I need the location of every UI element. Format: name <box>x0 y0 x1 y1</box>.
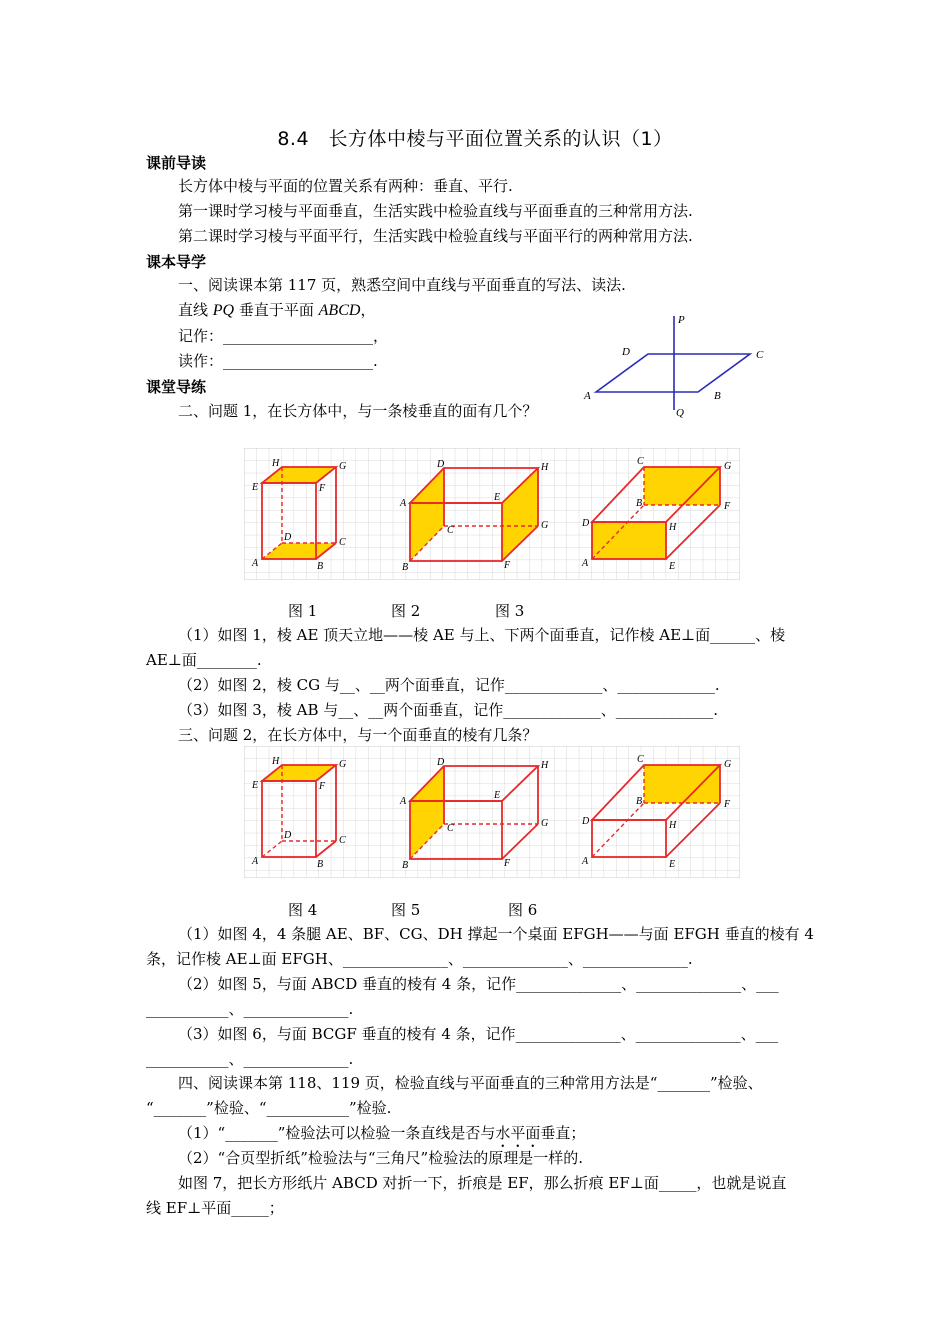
plane-line-diagram <box>578 308 778 426</box>
q3-line1b: “_______”检验、“___________”检验. <box>146 1099 392 1117</box>
svg-text:A: A <box>400 498 407 509</box>
svg-text:C: C <box>339 835 346 846</box>
svg-text:F: F <box>724 799 731 810</box>
q2-line1a: （1）如图 4，4 条腿 AE、BF、CG、DH 撑起一个桌面 EFGH——与面 EFGH 垂直的棱有 4 <box>178 925 814 943</box>
q1-line3: （3）如图 3，棱 AB 与__、__两个面垂直，记作_____________、_____________. <box>178 701 719 719</box>
svg-text:G: G <box>541 520 549 531</box>
figures-row-2 <box>244 746 740 878</box>
svg-text:C: C <box>637 456 644 467</box>
svg-text:F: F <box>504 858 511 869</box>
svg-text:E: E <box>494 492 501 503</box>
svg-text:G: G <box>541 818 549 829</box>
svg-text:A: A <box>582 558 589 569</box>
svg-text:F: F <box>319 781 326 792</box>
svg-text:B: B <box>402 860 409 871</box>
caption-fig-6: 图 6 <box>508 901 538 919</box>
textbook-p1: 一、阅读课本第 117 页，熟悉空间中直线与平面垂直的写法、读法. <box>178 276 626 294</box>
caption-fig-1: 图 1 <box>288 602 318 620</box>
svg-text:C: C <box>339 537 346 548</box>
section-pre-read: 课前导读 <box>146 154 207 172</box>
textbook-write-blank: 记作：____________________， <box>178 327 389 345</box>
section-textbook: 课本导学 <box>146 253 207 271</box>
caption-fig-5: 图 5 <box>391 901 421 919</box>
svg-text:G: G <box>339 461 347 472</box>
q3-line1a: 四、阅读课本第 118、119 页，检验直线与平面垂直的三种常用方法是“_______”检验、 <box>178 1074 763 1092</box>
svg-text:A: A <box>582 856 589 867</box>
q1-line1b: AE⊥面________. <box>146 651 262 669</box>
label-B: B <box>714 390 721 402</box>
svg-text:A: A <box>252 558 259 569</box>
pre-read-p1: 长方体中棱与平面的位置关系有两种：垂直、平行. <box>178 177 513 195</box>
svg-text:G: G <box>724 461 732 472</box>
svg-text:B: B <box>317 561 324 572</box>
label-Q: Q <box>676 407 684 419</box>
svg-text:C: C <box>447 823 454 834</box>
svg-text:E: E <box>669 561 676 572</box>
plane-abcd <box>596 354 750 392</box>
figures-row-1 <box>244 448 740 580</box>
caption-fig-3: 图 3 <box>495 602 525 620</box>
svg-text:D: D <box>437 757 445 768</box>
svg-text:H: H <box>669 522 677 533</box>
textbook-line-statement: 直线 PQ 垂直于平面 ABCD， <box>178 301 376 319</box>
q1-line2: （2）如图 2，棱 CG 与__、__两个面垂直，记作_____________、_____________. <box>178 676 720 694</box>
q2-line2b: ___________、______________. <box>146 1000 354 1018</box>
svg-text:B: B <box>636 498 643 509</box>
svg-text:H: H <box>541 760 549 771</box>
svg-text:B: B <box>402 562 409 573</box>
label-D: D <box>622 346 630 358</box>
svg-text:F: F <box>319 483 326 494</box>
svg-text:F: F <box>504 560 511 571</box>
svg-text:C: C <box>447 525 454 536</box>
svg-text:A: A <box>400 796 407 807</box>
emphasis-horizontal-plane: 水平面 <box>495 1124 541 1142</box>
svg-text:F: F <box>724 501 731 512</box>
page-title: 8.4 长方体中棱与平面位置关系的认识（1） <box>277 128 673 150</box>
svg-text:G: G <box>724 759 732 770</box>
q2-line1b: 条，记作棱 AE⊥面 EFGH、______________、______________、______________. <box>146 950 693 968</box>
svg-text:H: H <box>669 820 677 831</box>
caption-fig-2: 图 2 <box>391 602 421 620</box>
label-A: A <box>584 390 591 402</box>
q3-line4a: 如图 7，把长方形纸片 ABCD 对折一下，折痕是 EF，那么折痕 EF⊥面_____，也就是说直 <box>178 1174 787 1192</box>
svg-text:D: D <box>582 518 590 529</box>
q2-line3a: （3）如图 6，与面 BCGF 垂直的棱有 4 条，记作______________、______________、___ <box>178 1025 779 1043</box>
svg-text:G: G <box>339 759 347 770</box>
q3-line3: （2）“合页型折纸”检验法与“三角尺”检验法的原理是一样的. <box>178 1149 583 1167</box>
q3-line4b: 线 EF⊥平面_____； <box>146 1199 284 1217</box>
section-practice: 课堂导练 <box>146 378 207 396</box>
svg-text:B: B <box>636 796 643 807</box>
svg-text:H: H <box>272 756 280 767</box>
svg-text:D: D <box>284 830 292 841</box>
pre-read-p2: 第一课时学习棱与平面垂直，生活实践中检验直线与平面垂直的三种常用方法. <box>178 202 693 220</box>
svg-text:H: H <box>272 458 280 469</box>
q1-line1a: （1）如图 1，棱 AE 顶天立地——棱 AE 与上、下两个面垂直，记作棱 AE⊥面______、棱 <box>178 626 786 644</box>
q2-intro: 三、问题 2，在长方体中，与一个面垂直的棱有几条？ <box>178 726 538 744</box>
pre-read-p3: 第二课时学习棱与平面平行，生活实践中检验直线与平面平行的两种常用方法. <box>178 227 693 245</box>
svg-text:D: D <box>582 816 590 827</box>
svg-text:A: A <box>252 856 259 867</box>
label-P: P <box>678 314 685 326</box>
q3-line2: （1）“_______”检验法可以检验一条直线是否与水平面垂直； <box>178 1124 586 1142</box>
q2-line2a: （2）如图 5，与面 ABCD 垂直的棱有 4 条，记作______________、______________、___ <box>178 975 779 993</box>
svg-text:E: E <box>252 780 259 791</box>
q2-line3b: ___________、______________. <box>146 1050 354 1068</box>
q1-intro: 二、问题 1，在长方体中，与一条棱垂直的面有几个？ <box>178 402 538 420</box>
svg-text:E: E <box>494 790 501 801</box>
caption-fig-4: 图 4 <box>288 901 318 919</box>
svg-text:B: B <box>317 859 324 870</box>
svg-text:E: E <box>252 482 259 493</box>
textbook-read-blank: 读作：____________________. <box>178 352 378 370</box>
svg-text:D: D <box>284 532 292 543</box>
svg-text:E: E <box>669 859 676 870</box>
label-C: C <box>756 349 764 361</box>
svg-text:H: H <box>541 462 549 473</box>
svg-text:C: C <box>637 754 644 765</box>
svg-text:D: D <box>437 459 445 470</box>
